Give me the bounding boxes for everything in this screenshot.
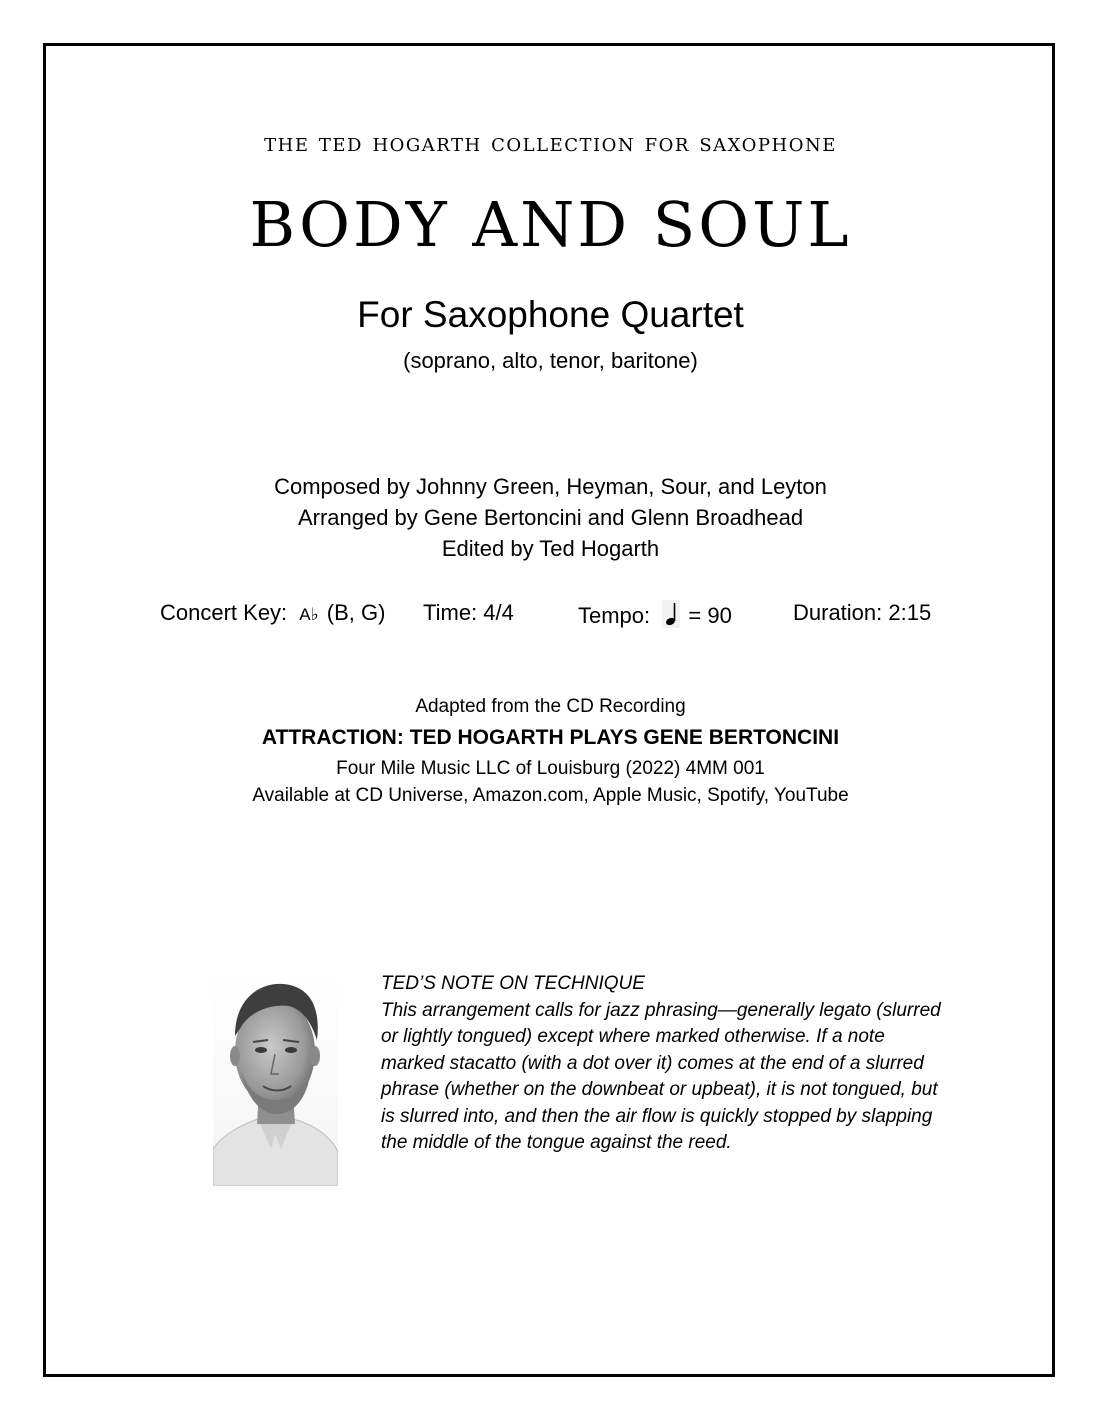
record-label: Four Mile Music LLC of Louisburg (2022) 4MM 001 xyxy=(336,758,765,779)
concert-key xyxy=(160,600,385,626)
technique-line: This arrangement calls for jazz phrasing—generally legato (slurred xyxy=(381,999,941,1021)
concert-key-flat: A♭ xyxy=(299,605,319,624)
technique-line: or lightly tongued) except where marked otherwise. If a note xyxy=(381,1026,885,1047)
duration: Duration: 2:15 xyxy=(793,600,932,625)
quarter-note-icon xyxy=(662,600,680,628)
time-signature: Time: 4/4 xyxy=(423,600,514,625)
concert-key-label: Concert Key: xyxy=(160,600,288,625)
tempo-label: Tempo: xyxy=(578,603,651,628)
adapted-note: Adapted from the CD Recording xyxy=(415,696,686,717)
technique-line: the middle of the tongue against the reed. xyxy=(381,1132,732,1153)
technique-line: is slurred into, and then the air flow is quickly stopped by slapping xyxy=(381,1105,933,1127)
editor-credit: Edited by Ted Hogarth xyxy=(441,536,660,561)
piece-title: BODY AND SOUL xyxy=(249,188,852,261)
technique-line: phrase (whether on the downbeat or upbeat), it is not tongued, but xyxy=(381,1079,938,1100)
technique-line: marked stacatto (with a dot over it) comes at the end of a slurred xyxy=(381,1052,924,1074)
concert-key-alternates: (B, G) xyxy=(326,600,386,625)
technique-heading: TED’S NOTE ON TECHNIQUE xyxy=(381,973,645,994)
voices-list: (soprano, alto, tenor, baritone) xyxy=(403,348,698,373)
tempo xyxy=(578,600,732,629)
author-photo xyxy=(213,974,338,1186)
availability-line: Available at CD Universe, Amazon.com, Apple Music, Spotify, YouTube xyxy=(252,785,849,806)
technique-note xyxy=(381,971,1001,1157)
collection-heading: the ted hogarth collection for saxophone xyxy=(264,128,837,157)
composer-credit: Composed by Johnny Green, Heyman, Sour, and Leyton xyxy=(274,474,827,499)
ensemble-subtitle: For Saxophone Quartet xyxy=(357,294,744,335)
album-title: ATTRACTION: TED HOGARTH PLAYS GENE BERTONCINI xyxy=(261,726,840,749)
arranger-credit: Arranged by Gene Bertoncini and Glenn Broadhead xyxy=(297,505,804,530)
tempo-value: = 90 xyxy=(688,603,732,628)
